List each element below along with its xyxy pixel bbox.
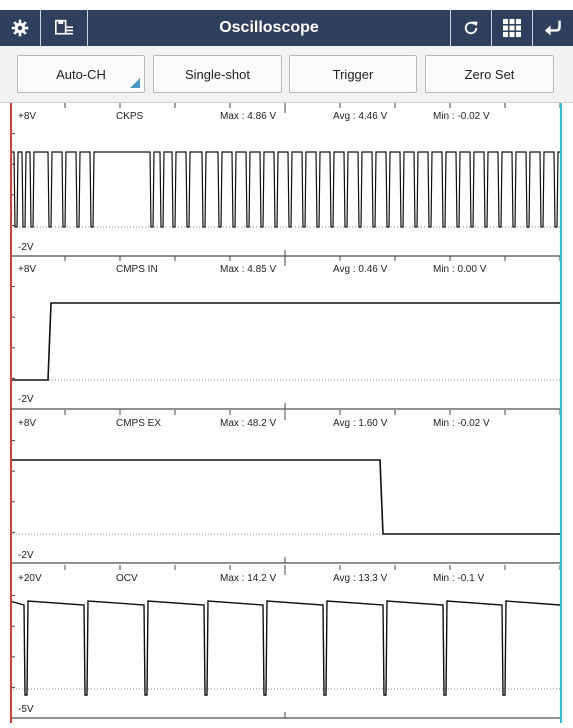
trigger-label: Trigger: [332, 66, 374, 82]
ch2-min: Min : 0.00 V: [433, 264, 487, 275]
cmps-ex-waveform: [10, 460, 560, 534]
ch2-top-scale: +8V: [18, 264, 37, 275]
single-shot-button[interactable]: [153, 55, 282, 93]
ch1-max: Max : 4.86 V: [220, 111, 277, 122]
back-button[interactable]: [532, 10, 573, 46]
ch2-avg: Avg : 0.46 V: [333, 264, 388, 275]
control-button-row: [0, 46, 573, 103]
ch2-name: CMPS IN: [116, 264, 158, 275]
ch4-top-scale: +20V: [18, 573, 42, 584]
page-title: Oscilloscope: [219, 19, 319, 36]
ch3-min: Min : -0.02 V: [433, 418, 490, 429]
auto-ch-button[interactable]: [17, 55, 145, 93]
ch4-bottom-scale: -5V: [18, 704, 34, 715]
auto-ch-label: Auto-CH: [56, 66, 106, 82]
oscilloscope-display[interactable]: [10, 103, 560, 723]
zero-set-button[interactable]: [425, 55, 554, 93]
ocv-waveform: [10, 601, 560, 695]
cmps-in-waveform: [10, 303, 560, 380]
ch3-avg: Avg : 1.60 V: [333, 418, 388, 429]
ch1-min: Min : -0.02 V: [433, 111, 490, 122]
ch3-bottom-scale: -2V: [18, 550, 34, 561]
refresh-icon: [462, 19, 480, 37]
ch3-max: Max : 48.2 V: [220, 418, 277, 429]
ch4-name: OCV: [116, 573, 138, 584]
ch2-max: Max : 4.85 V: [220, 264, 277, 275]
ch3-top-scale: +8V: [18, 418, 37, 429]
back-arrow-icon: [543, 19, 563, 37]
ch1-name: CKPS: [116, 111, 144, 122]
ch4-max: Max : 14.2 V: [220, 573, 277, 584]
grid-view-button[interactable]: [491, 10, 532, 46]
ch4-avg: Avg : 13.3 V: [333, 573, 388, 584]
dropdown-corner-icon: [130, 78, 140, 88]
save-list-icon: [54, 19, 74, 37]
ch1-top-scale: +8V: [18, 111, 37, 122]
ckps-waveform: [10, 152, 560, 227]
refresh-button[interactable]: [450, 10, 491, 46]
grid-icon: [503, 19, 521, 37]
single-shot-label: Single-shot: [184, 66, 251, 82]
ch4-min: Min : -0.1 V: [433, 573, 485, 584]
ch2-bottom-scale: -2V: [18, 394, 34, 405]
save-list-button[interactable]: [41, 10, 88, 46]
ch1-bottom-scale: -2V: [18, 242, 34, 253]
gear-icon: [11, 19, 29, 37]
left-cursor[interactable]: [10, 103, 12, 723]
settings-button[interactable]: [0, 10, 41, 46]
zero-set-label: Zero Set: [464, 66, 515, 82]
right-cursor[interactable]: [560, 103, 562, 723]
ch1-avg: Avg : 4.46 V: [333, 111, 388, 122]
ch3-name: CMPS EX: [116, 418, 162, 429]
trigger-button[interactable]: [289, 55, 417, 93]
top-toolbar: [0, 10, 573, 46]
